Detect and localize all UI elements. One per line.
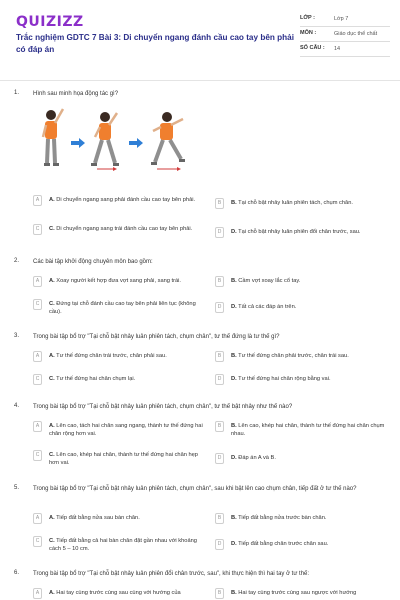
question-text: Trong bài tập bổ trợ "Tại chỗ bật nhảy luân phiên đổi chân trước, sau", khi thực hiện thì hai tay ở tư thế:	[33, 571, 310, 577]
option-text: Di chuyển ngang sang phải đánh cầu cao tay bên phải.	[56, 197, 196, 203]
option-box[interactable]: C	[33, 450, 42, 461]
option-text: Tư thế đứng hai chân rộng bằng vai.	[238, 376, 331, 382]
option-box[interactable]: C	[33, 299, 42, 310]
option-box[interactable]: B	[215, 513, 224, 524]
option-text: Cầm vợt xoay lắc cổ tay.	[238, 278, 301, 284]
option-label: D.	[231, 376, 237, 382]
option-text: Đứng tại chỗ đánh cầu cao tay bên phải liên tục (không cầu).	[49, 301, 196, 315]
option-box[interactable]: C	[33, 536, 42, 547]
option-box[interactable]: B	[215, 351, 224, 362]
question-number: 3.	[14, 333, 20, 339]
meta-label: LỚP :	[300, 15, 315, 21]
meta-value: Giáo dục thể chất	[334, 31, 378, 37]
option-label: D.	[231, 304, 237, 310]
option-text: Tại chỗ bật nhảy luân phiên tách, chụm chân.	[238, 200, 353, 206]
athlete-figure-3	[151, 112, 185, 171]
option-box[interactable]: B	[215, 421, 224, 432]
meta-table	[300, 12, 390, 57]
option-label: D.	[231, 229, 237, 235]
option-box[interactable]: B	[215, 276, 224, 287]
meta-row-subject	[300, 27, 390, 42]
worksheet-title: Trắc nghiệm GDTC 7 Bài 3: Di chuyển ngang đánh cầu cao tay bên phải có đáp án	[16, 33, 294, 54]
option-text: Xoay người kết hợp đưa vợt sang phải, sang trái.	[56, 278, 182, 284]
option-box[interactable]: A	[33, 195, 42, 206]
option-label: A.	[49, 278, 55, 284]
meta-label: MÔN :	[300, 30, 317, 36]
movement-illustration	[33, 105, 203, 185]
option-box[interactable]: B	[215, 588, 224, 599]
option-text: Tiếp đất bằng nửa trước bàn chân.	[238, 515, 327, 521]
option-text: Tư thế đứng hai chân chụm lại.	[56, 376, 136, 382]
option-label: B.	[231, 353, 237, 359]
option-label: A.	[49, 197, 55, 203]
option-text: Tất cả các đáp án trên.	[238, 304, 297, 310]
option-box[interactable]: D	[215, 453, 224, 464]
question-number: 6.	[14, 570, 20, 576]
option-box[interactable]: B	[215, 198, 224, 209]
option-label: B.	[231, 278, 237, 284]
option-label: A.	[49, 590, 55, 596]
option-box[interactable]: A	[33, 351, 42, 362]
question-text: Trong bài tập bổ trợ "Tại chỗ bật nhảy luân phiên tách, chụm chân", tư thế đứng là tư thế gì?	[33, 334, 280, 340]
option-box[interactable]: D	[215, 302, 224, 313]
option-label: C.	[49, 538, 55, 544]
option-box[interactable]: A	[33, 588, 42, 599]
meta-value: 14	[334, 46, 341, 52]
option-text: Tiếp đất bằng nửa sau bàn chân.	[56, 515, 140, 521]
option-box[interactable]: A	[33, 513, 42, 524]
meta-row-grade	[300, 12, 390, 27]
question-text: Các bài tập khởi động chuyên môn bao gồm:	[33, 259, 153, 265]
question-text: Hình sau minh họa động tác gì?	[33, 91, 119, 97]
header-divider	[0, 80, 400, 81]
option-label: C.	[49, 226, 55, 232]
option-label: C.	[49, 452, 55, 458]
arrow-right-icon-1	[71, 138, 85, 148]
athlete-figure-2	[91, 112, 119, 171]
option-label: B.	[231, 590, 237, 596]
option-label: A.	[49, 353, 55, 359]
option-label: B.	[231, 200, 237, 206]
option-box[interactable]: D	[215, 227, 224, 238]
meta-row-count	[300, 42, 390, 57]
question-number: 2.	[14, 258, 20, 264]
option-label: D.	[231, 455, 237, 461]
question-number: 5.	[14, 485, 20, 491]
option-text: Lên cao, tách hai chân sang ngang, thành tư thế đứng hai chân rộng hơn vai.	[49, 423, 203, 437]
option-text: Tiếp đất bằng cả hai bàn chân đặt gần nhau với khoảng cách 5 – 10 cm.	[49, 538, 197, 552]
option-label: C.	[49, 301, 55, 307]
question-number: 1.	[14, 90, 20, 96]
option-text: Đáp án A và B.	[238, 455, 276, 461]
option-box[interactable]: C	[33, 224, 42, 235]
option-box[interactable]: D	[215, 374, 224, 385]
worksheet-header	[0, 0, 400, 78]
option-label: C.	[49, 376, 55, 382]
option-text: Hai tay cùng trước cùng sau ngược với hướng	[238, 590, 357, 596]
quizizz-logo: QUIZIZZ	[16, 14, 84, 30]
question-text: Trong bài tập bổ trợ "Tại chỗ bật nhảy luân phiên tách, chụm chân", tư thế bật nhảy như thế nào?	[33, 404, 293, 410]
athlete-figure-1	[43, 109, 63, 166]
option-text: Tại chỗ bật nhảy luân phiên đổi chân trước, sau.	[238, 229, 361, 235]
option-label: A.	[49, 423, 55, 429]
option-box[interactable]: C	[33, 374, 42, 385]
option-text: Tiếp đất bằng chân trước chân sau.	[238, 541, 329, 547]
option-text: Tư thế đứng chân trái trước, chân phải sau.	[56, 353, 167, 359]
option-text: Di chuyển ngang sang trái đánh cầu cao tay bên phải.	[56, 226, 193, 232]
question-text: Trong bài tập bổ trợ "Tại chỗ bật nhảy luân phiên tách, chụm chân", sau khi bật lên cao chụm chân, tiếp đất ở tư thế nào?	[33, 486, 357, 492]
option-text: Lên cao, khép hai chân, thành tư thế đứng hai chân chụm nhau.	[231, 423, 385, 437]
option-label: B.	[231, 515, 237, 521]
option-text: Tư thế đứng chân phải trước, chân trái sau.	[238, 353, 349, 359]
option-label: B.	[231, 423, 237, 429]
option-label: D.	[231, 541, 237, 547]
option-text: Hai tay cùng trước cùng sau cùng với hướng của	[56, 590, 181, 596]
option-box[interactable]: D	[215, 539, 224, 550]
option-label: A.	[49, 515, 55, 521]
question-number: 4.	[14, 403, 20, 409]
option-box[interactable]: A	[33, 421, 42, 432]
option-text: Lên cao, khép hai chân, thành tư thế đứng hai chân hẹp hơn vai.	[49, 452, 198, 466]
meta-value: Lớp 7	[334, 16, 349, 22]
meta-label: SỐ CÂU :	[300, 45, 325, 51]
option-box[interactable]: A	[33, 276, 42, 287]
arrow-right-icon-2	[129, 138, 143, 148]
